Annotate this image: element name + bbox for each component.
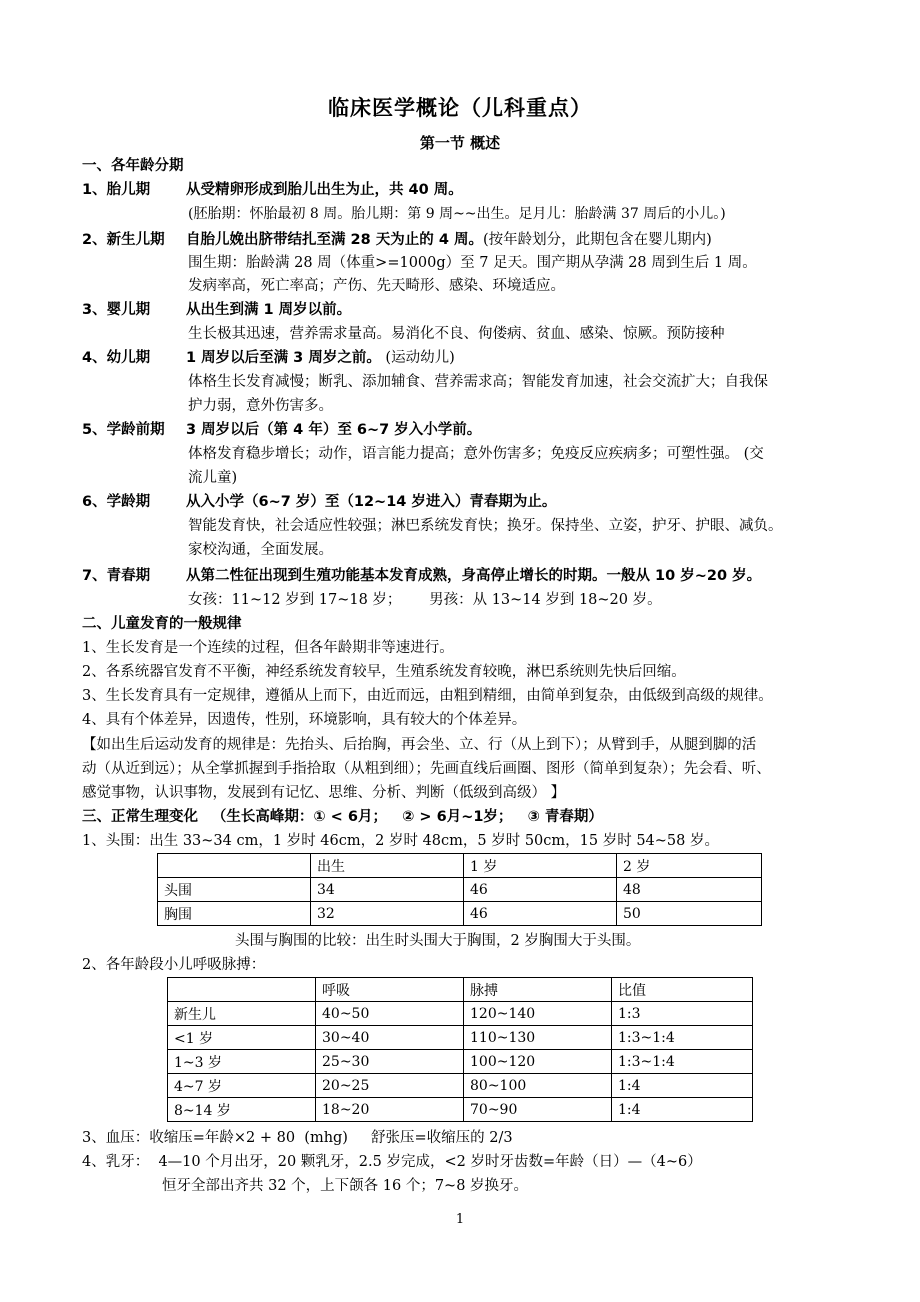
section2-heading: 二、儿童发育的一般规律 [82,616,242,632]
table-row: 8~14 岁 18~20 70~90 1:4 [168,1098,753,1122]
table-row: 新生儿 40~50 120~140 1:3 [168,1002,753,1026]
period-detail: 女孩：11~12 岁到 17~18 岁； 男孩：从 13~14 岁到 18~20 岁。 [188,592,662,608]
table-row: 4~7 岁 20~25 80~100 1:4 [168,1074,753,1098]
period-definition: 从受精卵形成到胎儿出生为止，共 40 周。 [186,182,463,198]
table-row: 胸围 32 46 50 [158,902,762,926]
teeth-line: 4、乳牙： 4—10 个月出牙，20 颗乳牙，2.5 岁完成，<2 岁时牙齿数=年龄（日）—（4~6） [82,1154,702,1170]
rule-line: 3、生长发育具有一定规律，遵循从上而下，由近而远，由粗到精细，由简单到复杂，由低级到高级的规律。 [82,688,773,704]
rule-line: 1、生长发育是一个连续的过程，但各年龄期非等速进行。 [82,640,454,656]
table-row: 头围 34 46 48 [158,878,762,902]
rule-line: 2、各系统器官发育不平衡，神经系统发育较早，生殖系统发育较晚，淋巴系统则先快后回缩。 [82,664,686,680]
period-5: 5、学龄前期 3 周岁以后（第 4 年）至 6~7 岁入小学前。 [82,422,482,438]
rule-line: 4、具有个体差异，因遗传，性别，环境影响，具有较大的个体差异。 [82,712,527,728]
period-detail: 体格发育稳步增长；动作，语言能力提高；意外伤害多；免疫反应疾病多；可塑性强。 (交 [188,446,764,462]
period-6: 6、学龄期 从入小学（6~7 岁）至（12~14 岁进入）青春期为止。 [82,494,557,510]
period-detail: 生长极其迅速，营养需求量高。易消化不良、佝偻病、贫血、感染、惊厥。预防接种 [188,326,725,342]
rule-line: 动（从近到远）；从全掌抓握到手指拾取（从粗到细）；先画直线后画圈、图形（简单到复杂）；先会看、听、 [82,761,771,777]
rule-line: 【如出生后运动发育的规律是：先抬头、后抬胸，再会坐、立、行（从上到下）；从臂到手，从腿到脚的活 [82,737,757,753]
period-term: 1、胎儿期 [82,182,151,198]
period-detail: 流儿童) [188,470,238,486]
section-subtitle: 第一节 概述 [419,134,501,152]
period-detail: (胚胎期：怀胎最初 8 周。胎儿期：第 9 周~~出生。足月儿：胎龄满 37 周后的小儿。) [188,206,726,222]
page-title: 临床医学概论（儿科重点） [328,96,592,120]
rule-line: 感觉事物，认识事物，发展到有记忆、思维、分析、判断（低级到高级） 】 [82,785,566,801]
section3-heading-row: 三、正常生理变化 （生长高峰期：① < 6月； ② > 6月~1岁； ③ 青春期） [82,809,603,825]
head-chest-table [157,853,762,926]
head-circumference-line: 1、头围：出生 33~34 cm，1 岁时 46cm，2 岁时 48cm，5 岁时 50cm，15 岁时 54~58 岁。 [82,833,719,849]
table-header-row: 出生 1 岁 2 岁 [158,854,762,878]
table-row: <1 岁 30~40 110~130 1:3~1:4 [168,1026,753,1050]
table-header-row: 呼吸 脉搏 比值 [168,978,753,1002]
respiration-pulse-table [167,977,753,1122]
period-detail: 围生期：胎龄满 28 周（体重>=1000g）至 7 足天。围产期从孕满 28 周到生后 1 周。 [188,255,757,271]
blood-pressure-line: 3、血压：收缩压=年龄×2 + 80 (mhg) 舒张压=收缩压的 2/3 [82,1130,513,1146]
period-3: 3、婴儿期 从出生到满 1 周岁以前。 [82,302,352,318]
period-4: 4、幼儿期 1 周岁以后至满 3 周岁之前。 (运动幼儿) [82,350,455,366]
period-detail: 智能发育快，社会适应性较强；淋巴系统发育快；换牙。保持坐、立姿，护牙、护眼、减负。 [188,518,783,534]
table-row: 1~3 岁 25~30 100~120 1:3~1:4 [168,1050,753,1074]
period-detail: 家校沟通，全面发展。 [188,542,333,558]
teeth-line-2: 恒牙全部出齐共 32 个，上下颌各 16 个；7~8 岁换牙。 [162,1178,529,1194]
period-detail: 发病率高，死亡率高；产伤、先天畸形、感染、环境适应。 [188,278,565,294]
respiration-pulse-line: 2、各年龄段小儿呼吸脉搏： [82,957,266,973]
period-2: 2、新生儿期 自胎儿娩出脐带结扎至满 28 天为止的 4 周。(按年龄划分，此期包含在婴儿期内) [82,232,712,248]
table1-note: 头围与胸围的比较：出生时头围大于胸围，2 岁胸围大于头围。 [235,933,641,949]
page-number: 1 [455,1212,465,1227]
section1-heading: 一、各年龄分期 [82,158,184,174]
period-1 [82,180,463,200]
period-detail: 体格生长发育减慢；断乳、添加辅食、营养需求高；智能发育加速，社会交流扩大；自我保 [188,374,768,390]
period-7: 7、青春期 从第二性征出现到生殖功能基本发育成熟，身高停止增长的时期。一般从 10 岁~20 岁。 [82,568,762,584]
period-detail: 护力弱，意外伤害多。 [188,398,333,414]
